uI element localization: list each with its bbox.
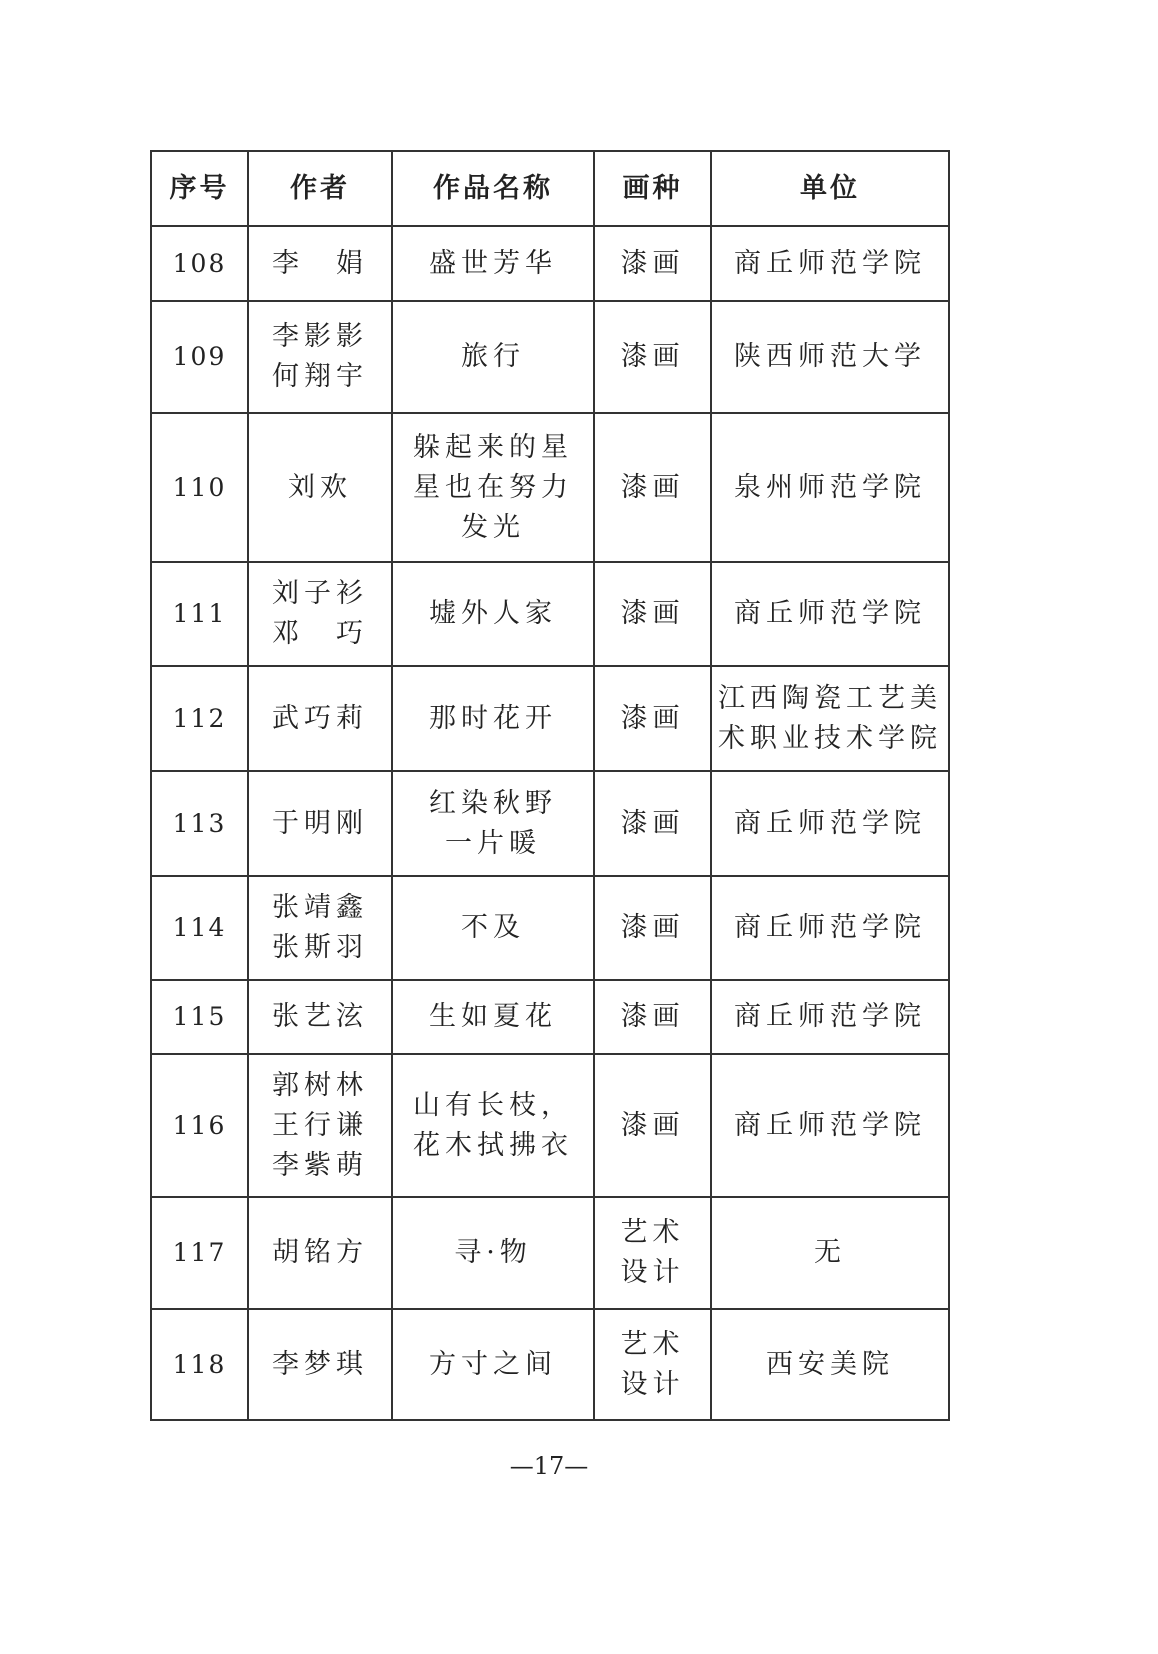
cell-type: 漆画: [594, 666, 711, 771]
cell-unit: 西安美院: [711, 1309, 949, 1420]
cell-type: 漆画: [594, 771, 711, 876]
cell-title: 盛世芳华: [392, 226, 594, 301]
cell-author: 李 娟: [248, 226, 392, 301]
cell-unit: 商丘师范学院: [711, 876, 949, 980]
table-row: [151, 980, 949, 1054]
cell-author: 李影影 何翔宇: [248, 301, 392, 413]
table-row: [151, 666, 949, 771]
cell-type: 漆画: [594, 980, 711, 1054]
header-type: 画种: [594, 151, 711, 226]
cell-no: 111: [151, 562, 248, 666]
cell-no: 109: [151, 301, 248, 413]
cell-title: 那时花开: [392, 666, 594, 771]
page-number: —17—: [509, 1452, 589, 1480]
cell-no: 116: [151, 1054, 248, 1197]
header-title: 作品名称: [392, 151, 594, 226]
header-author: 作者: [248, 151, 392, 226]
cell-type: 艺术 设计: [594, 1197, 711, 1309]
cell-type: 艺术 设计: [594, 1309, 711, 1420]
cell-unit: 商丘师范学院: [711, 980, 949, 1054]
cell-no: 118: [151, 1309, 248, 1420]
cell-type: 漆画: [594, 226, 711, 301]
cell-author: 刘子衫 邓 巧: [248, 562, 392, 666]
header-no: 序号: [151, 151, 248, 226]
cell-no: 114: [151, 876, 248, 980]
cell-title: 山有长枝， 花木拭拂衣: [392, 1054, 594, 1197]
cell-unit: 泉州师范学院: [711, 413, 949, 562]
header-unit: 单位: [711, 151, 949, 226]
cell-title: 墟外人家: [392, 562, 594, 666]
cell-no: 110: [151, 413, 248, 562]
works-table: [150, 150, 950, 1421]
cell-unit: 商丘师范学院: [711, 1054, 949, 1197]
cell-author: 胡铭方: [248, 1197, 392, 1309]
cell-unit: 江西陶瓷工艺美 术职业技术学院: [711, 666, 949, 771]
table-row: [151, 301, 949, 413]
cell-title: 寻·物: [392, 1197, 594, 1309]
cell-title: 生如夏花: [392, 980, 594, 1054]
table-row: [151, 876, 949, 980]
cell-type: 漆画: [594, 876, 711, 980]
cell-unit: 商丘师范学院: [711, 226, 949, 301]
cell-author: 刘欢: [248, 413, 392, 562]
table-row: [151, 1054, 949, 1197]
cell-author: 张艺泫: [248, 980, 392, 1054]
cell-no: 115: [151, 980, 248, 1054]
table-row: [151, 226, 949, 301]
cell-author: 李梦琪: [248, 1309, 392, 1420]
cell-author: 于明刚: [248, 771, 392, 876]
cell-unit: 商丘师范学院: [711, 771, 949, 876]
cell-no: 113: [151, 771, 248, 876]
table-row: [151, 771, 949, 876]
cell-unit: 商丘师范学院: [711, 562, 949, 666]
cell-type: 漆画: [594, 413, 711, 562]
cell-unit: 无: [711, 1197, 949, 1309]
cell-title: 方寸之间: [392, 1309, 594, 1420]
table-row: [151, 413, 949, 562]
cell-no: 117: [151, 1197, 248, 1309]
cell-title: 躲起来的星 星也在努力 发光: [392, 413, 594, 562]
table-row: [151, 1309, 949, 1420]
cell-no: 112: [151, 666, 248, 771]
cell-type: 漆画: [594, 562, 711, 666]
cell-author: 张靖鑫 张斯羽: [248, 876, 392, 980]
cell-type: 漆画: [594, 301, 711, 413]
cell-no: 108: [151, 226, 248, 301]
cell-title: 旅行: [392, 301, 594, 413]
cell-title: 红染秋野 一片暖: [392, 771, 594, 876]
cell-author: 郭树林 王行谦 李紫萌: [248, 1054, 392, 1197]
cell-type: 漆画: [594, 1054, 711, 1197]
cell-title: 不及: [392, 876, 594, 980]
table-header-row: [151, 151, 949, 226]
table-row: [151, 562, 949, 666]
table-row: [151, 1197, 949, 1309]
cell-author: 武巧莉: [248, 666, 392, 771]
cell-unit: 陕西师范大学: [711, 301, 949, 413]
